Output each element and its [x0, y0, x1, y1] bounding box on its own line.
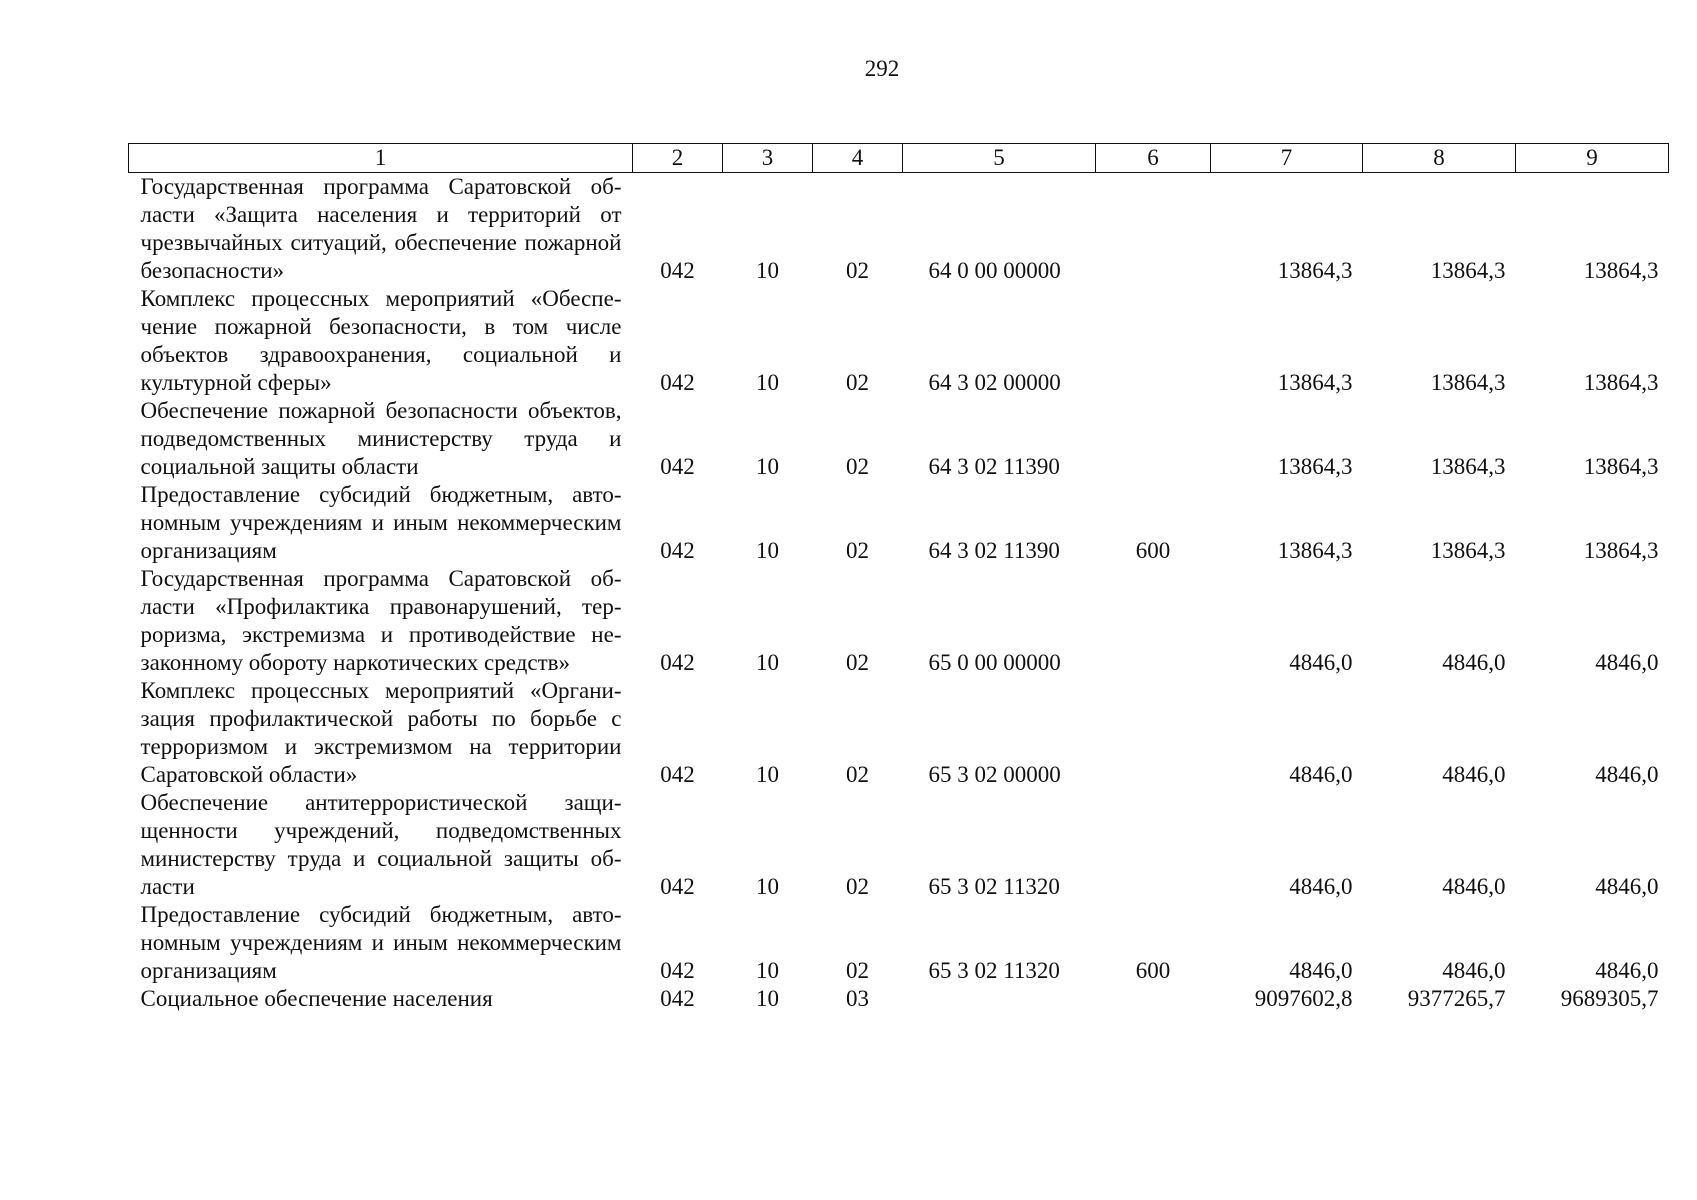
cell-section: 10: [756, 762, 779, 787]
cell-section: 10: [756, 538, 779, 563]
cell-amount-3: 4846,0: [1595, 874, 1659, 899]
cell-section: 10: [756, 986, 779, 1011]
cell-section: 10: [756, 370, 779, 395]
cell-amount-1: 9097602,8: [1254, 986, 1353, 1011]
cell-amount-3: 13864,3: [1583, 258, 1659, 283]
cell-expense-type: [1096, 397, 1211, 481]
cell-subsection: 02: [846, 258, 869, 283]
cell-grbs: 042: [660, 958, 695, 983]
cell-expense-type: [1096, 565, 1211, 677]
cell-grbs: 042: [660, 650, 695, 675]
cell-amount-3: 13864,3: [1583, 538, 1659, 563]
column-header-8: 8: [1363, 144, 1516, 173]
row-description: Предоставление субсидий бюджетным, автономным учреждениям и иным некоммерческим организациям: [140, 902, 622, 983]
cell-grbs: 042: [660, 762, 695, 787]
cell-grbs: 042: [660, 986, 695, 1011]
cell-target-code: 64 3 02 11390: [928, 538, 1060, 563]
table-row: [129, 397, 1669, 481]
row-description: Государственная программа Саратовской области «Защита населения и территорий от чрезвычайных ситуаций, обеспечение пожарной безопасности»: [140, 174, 622, 283]
cell-grbs: 042: [660, 454, 695, 479]
cell-subsection: 03: [846, 986, 869, 1011]
cell-target-code: 64 3 02 11390: [928, 454, 1060, 479]
cell-amount-1: 13864,3: [1277, 258, 1353, 283]
cell-target-code: 65 0 00 00000: [928, 650, 1061, 675]
column-header-2: 2: [633, 144, 723, 173]
cell-amount-2: 4846,0: [1442, 958, 1506, 983]
cell-expense-type: 600: [1135, 958, 1171, 983]
cell-expense-type: 600: [1135, 538, 1171, 563]
cell-amount-2: 4846,0: [1442, 762, 1506, 787]
cell-grbs: 042: [660, 258, 695, 283]
table-row: [129, 677, 1669, 789]
page-number: 292: [864, 56, 900, 81]
cell-target-code: [903, 985, 1096, 1013]
cell-amount-1: 13864,3: [1277, 370, 1353, 395]
table-row: [129, 789, 1669, 901]
row-description: Социальное обеспечение населения: [140, 986, 493, 1011]
column-header-6: 6: [1096, 144, 1211, 173]
cell-amount-1: 13864,3: [1277, 454, 1353, 479]
header-row: [129, 144, 1669, 173]
cell-target-code: 64 3 02 00000: [928, 370, 1061, 395]
cell-amount-1: 13864,3: [1277, 538, 1353, 563]
table-row: [129, 901, 1669, 985]
cell-target-code: 64 0 00 00000: [928, 258, 1061, 283]
column-header-4: 4: [813, 144, 903, 173]
cell-amount-2: 13864,3: [1430, 370, 1506, 395]
cell-subsection: 02: [846, 874, 869, 899]
cell-amount-3: 13864,3: [1583, 370, 1659, 395]
cell-amount-2: 13864,3: [1430, 454, 1506, 479]
cell-subsection: 02: [846, 538, 869, 563]
budget-table: [128, 143, 1669, 1013]
column-header-5: 5: [903, 144, 1096, 173]
row-description: Комплекс процессных мероприятий «Обеспечение пожарной безопасности, в том числе объектов здравоохранения, социальной и культурной сферы»: [140, 286, 622, 395]
table-row: [129, 285, 1669, 397]
cell-subsection: 02: [846, 454, 869, 479]
cell-target-code: 65 3 02 11320: [928, 874, 1060, 899]
cell-subsection: 02: [846, 370, 869, 395]
cell-grbs: 042: [660, 538, 695, 563]
column-header-3: 3: [723, 144, 813, 173]
table-row: [129, 985, 1669, 1013]
cell-section: 10: [756, 454, 779, 479]
cell-section: 10: [756, 650, 779, 675]
table-header: [129, 144, 1669, 173]
cell-grbs: 042: [660, 874, 695, 899]
cell-subsection: 02: [846, 958, 869, 983]
cell-amount-3: 9689305,7: [1560, 986, 1659, 1011]
cell-expense-type: [1096, 173, 1211, 286]
cell-amount-3: 4846,0: [1595, 650, 1659, 675]
column-header-1: 1: [129, 144, 633, 173]
table-row: [129, 173, 1669, 286]
cell-target-code: 65 3 02 11320: [928, 958, 1060, 983]
column-header-7: 7: [1211, 144, 1363, 173]
cell-section: 10: [756, 258, 779, 283]
cell-section: 10: [756, 874, 779, 899]
row-description: Государственная программа Саратовской области «Профилактика правонарушений, терроризма, экстремизма и противодействие незаконному обороту наркотических средств»: [140, 566, 622, 675]
row-description: Обеспечение пожарной безопасности объектов, подведомственных министерству труда и социальной защиты области: [140, 398, 622, 479]
cell-amount-2: 13864,3: [1430, 258, 1506, 283]
cell-amount-3: 13864,3: [1583, 454, 1659, 479]
cell-expense-type: [1096, 789, 1211, 901]
cell-amount-2: 13864,3: [1430, 538, 1506, 563]
cell-amount-2: 4846,0: [1442, 650, 1506, 675]
cell-amount-3: 4846,0: [1595, 762, 1659, 787]
cell-subsection: 02: [846, 762, 869, 787]
cell-section: 10: [756, 958, 779, 983]
cell-amount-1: 4846,0: [1289, 650, 1353, 675]
column-header-9: 9: [1516, 144, 1669, 173]
cell-expense-type: [1096, 985, 1211, 1013]
row-description: Комплекс процессных мероприятий «Организация профилактической работы по борьбе с терроризмом и экстремизмом на территории Саратовской области»: [140, 678, 622, 787]
cell-amount-2: 4846,0: [1442, 874, 1506, 899]
cell-amount-1: 4846,0: [1289, 874, 1353, 899]
cell-expense-type: [1096, 677, 1211, 789]
cell-amount-2: 9377265,7: [1407, 986, 1506, 1011]
cell-subsection: 02: [846, 650, 869, 675]
cell-amount-3: 4846,0: [1595, 958, 1659, 983]
cell-grbs: 042: [660, 370, 695, 395]
row-description: Обеспечение антитеррористической защищенности учреждений, подведомственных министерству труда и социальной защиты области: [140, 790, 622, 899]
table-body: [129, 173, 1669, 1014]
table-row: [129, 565, 1669, 677]
cell-target-code: 65 3 02 00000: [928, 762, 1061, 787]
row-description: Предоставление субсидий бюджетным, автономным учреждениям и иным некоммерческим организациям: [140, 482, 622, 563]
cell-amount-1: 4846,0: [1289, 958, 1353, 983]
cell-amount-1: 4846,0: [1289, 762, 1353, 787]
table-row: [129, 481, 1669, 565]
cell-expense-type: [1096, 285, 1211, 397]
